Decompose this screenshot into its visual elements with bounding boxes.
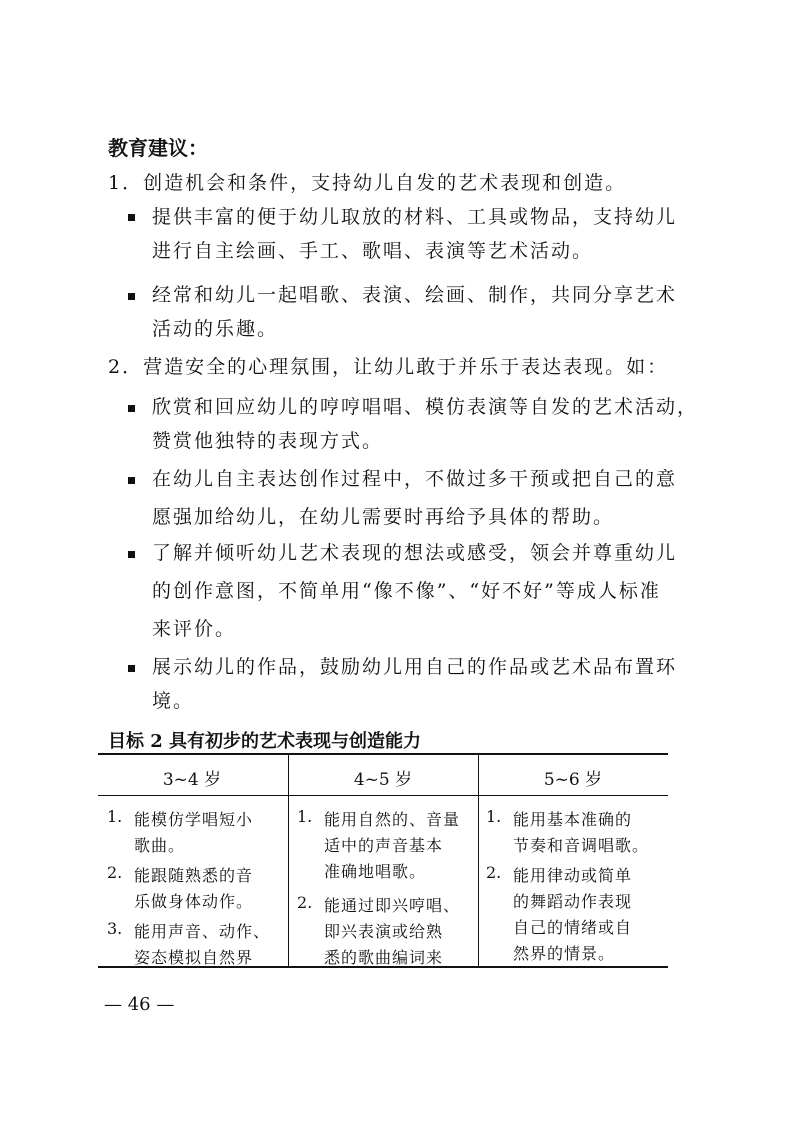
cell-item-line: 能用声音、动作、: [134, 922, 271, 941]
bullet-2-4-line-1: 展示幼儿的作品，鼓励幼儿用自己的作品或艺术品布置环: [152, 656, 678, 678]
cell-item-number: 1.: [107, 807, 123, 826]
cell-item-line: 的舞蹈动作表现: [513, 892, 633, 911]
cell-item-line: 能跟随熟悉的音: [134, 866, 254, 885]
column-header-3-4: 3~4 岁: [162, 770, 222, 790]
bullet-2-1-line-1: 欣赏和回应幼儿的哼哼唱唱、模仿表演等自发的艺术活动，: [152, 396, 699, 418]
bullet-icon: [128, 214, 135, 221]
bullet-1-1-line-2: 进行自主绘画、手工、歌唱、表演等艺术活动。: [152, 240, 594, 262]
page-number: — 46 —: [104, 994, 175, 1015]
bullet-2-4-line-2: 境。: [152, 690, 195, 712]
bullet-1-2-line-1: 经常和幼儿一起唱歌、表演、绘画、制作，共同分享艺术: [152, 284, 678, 306]
bullet-icon: [128, 293, 135, 300]
cell-item-line: 自己的情绪或自: [513, 918, 633, 937]
cell-item-number: 2.: [297, 893, 313, 912]
table-header-rule: [98, 795, 668, 796]
column-header-5-6: 5~6 岁: [543, 770, 603, 790]
cell-item-line: 姿态模拟自然界: [134, 948, 254, 967]
education-heading: 教育建议：: [108, 136, 208, 160]
bullet-2-3-line-1: 了解并倾听幼儿艺术表现的想法或感受，领会并尊重幼儿: [152, 542, 678, 564]
bullet-icon: [128, 477, 135, 484]
bullet-2-3-line-2: 的创作意图，不简单用“像不像”、“好不好”等成人标准: [152, 580, 661, 602]
cell-item-line: 能模仿学唱短小: [134, 810, 254, 829]
cell-item-line: 能用基本准确的: [513, 810, 633, 829]
bullet-icon: [128, 551, 135, 558]
bullet-1-2-line-2: 活动的乐趣。: [152, 318, 279, 340]
bullet-icon: [128, 405, 135, 412]
bullet-2-1-line-2: 赞赏他独特的表现方式。: [152, 430, 384, 452]
cell-item-number: 2.: [107, 863, 123, 882]
cell-item-line: 能用律动或简单: [513, 866, 633, 885]
bullet-2-2-line-1: 在幼儿自主表达创作过程中，不做过多干预或把自己的意: [152, 468, 678, 490]
advice-item-1: 1．创造机会和条件，支持幼儿自发的艺术表现和创造。: [108, 172, 627, 194]
cell-item-line: 能通过即兴哼唱、: [324, 896, 461, 915]
bullet-2-2-line-2: 愿强加给幼儿，在幼儿需要时再给予具体的帮助。: [152, 506, 615, 528]
bullet-icon: [128, 665, 135, 672]
cell-item-line: 能用自然的、音量: [324, 810, 461, 829]
bullet-2-3-line-3: 来评价。: [152, 618, 237, 640]
cell-item-line: 适中的声音基本: [324, 836, 444, 855]
cell-item-line: 准确地唱歌。: [324, 862, 427, 881]
cell-item-number: 1.: [297, 807, 313, 826]
table-top-rule: [98, 753, 668, 755]
cell-item-number: 1.: [486, 807, 502, 826]
cell-item-line: 即兴表演或给熟: [324, 922, 444, 941]
cell-item-line: 歌曲。: [134, 836, 186, 855]
goal-table: [98, 753, 668, 968]
bullet-1-1-line-1: 提供丰富的便于幼儿取放的材料、工具或物品，支持幼儿: [152, 206, 678, 228]
cell-item-line: 节奏和音调唱歌。: [513, 836, 650, 855]
goal-title: 目标 2 具有初步的艺术表现与创造能力: [108, 731, 422, 752]
cell-item-line: 乐做身体动作。: [134, 892, 254, 911]
cell-item-number: 2.: [486, 863, 502, 882]
cell-item-number: 3.: [107, 919, 123, 938]
cell-item-line: 然界的情景。: [513, 944, 616, 963]
column-header-4-5: 4~5 岁: [353, 770, 413, 790]
advice-item-2: 2．营造安全的心理氛围，让幼儿敢于并乐于表达表现。如：: [108, 356, 669, 378]
cell-item-line: 悉的歌曲编词来: [324, 948, 444, 967]
